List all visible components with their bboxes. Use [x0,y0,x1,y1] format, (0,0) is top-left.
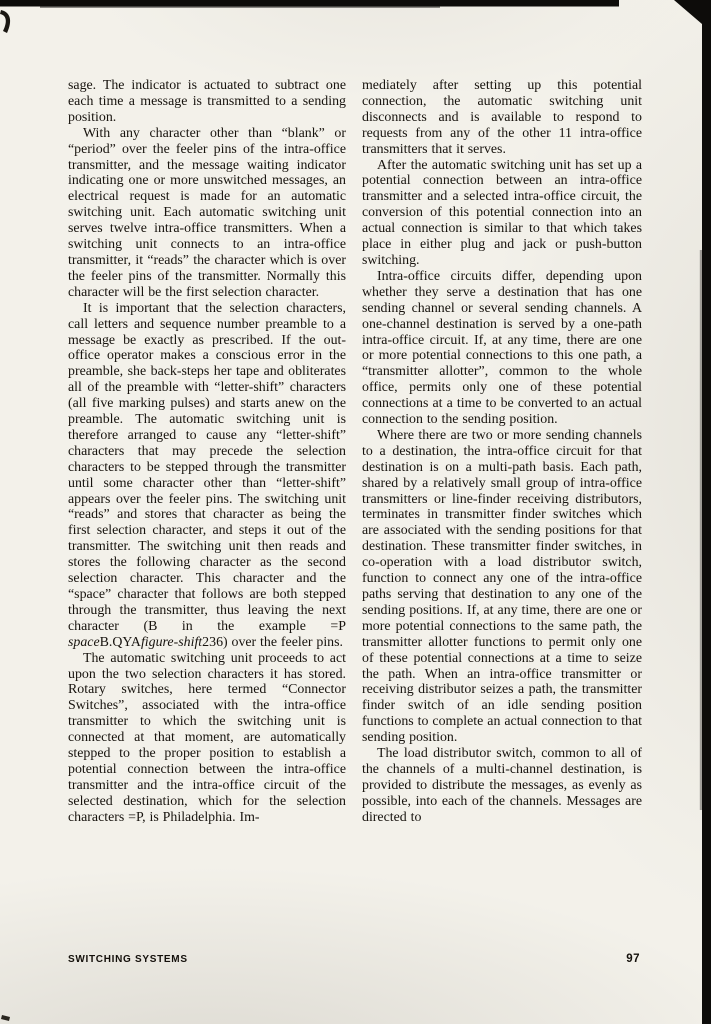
ink-speck [1,1015,10,1021]
scan-edge-right [702,0,711,1024]
text-column-left [68,78,346,950]
scan-edge-top-right-wedge [674,0,711,28]
paragraph: Intra-office circuits differ, depending upon whether they serve a destination that has one sending channel or several sending channels. A one-channel destination is served by a one-path intra-office circuit. If, at any time, there are one or more potential connections to this one path, a “transmitter allotter”, common to the whole office, permits only one of these potential connections at a time to be converted to an actual connection to the sending position. [362,268,642,428]
paragraph: Where there are two or more sending channels to a destination, the intra-office circuit for that destination is on a multi-path basis. Each path, shared by a relatively small group of intra-office transmitters or line-finder receiving distributors, terminates in transmitter finder switches which are associated with the sending positions for that destination. These transmitter finder switches, in co-operation with a load distributor switch, function to connect any one of the intra-office paths serving that destination to any one of the sending positions. If, at any time, there are one or more potential connections to the same path, the transmitter allotter functions to permit only one of these potential connections at a time to seize the path. When an intra-office transmitter or receiving distributor seizes a path, the transmitter finder switch of an idle sending position functions to complete an actual connection to that sending position. [362,427,642,746]
paragraph: It is important that the selection characters, call letters and sequence number preamble to a message be exactly as prescribed. If the out-office operator makes a conscious error in the preamble, she back-steps her tape and obliterates all of the preamble with “letter-shift” characters (all five marking pulses) and starts anew on the preamble. The automatic switching unit is therefore arranged to cause any “letter-shift” characters that may precede the selection characters to be stepped through the transmitter until some character other than “letter-shift” appears over the feeler pins. The switching unit “reads” and stores that character as being the first selection character, and steps it out of the transmitter. The switching unit then reads and stores the following character as the second selection character. This character and the “space” character that follows are both stepped through the transmitter, thus leaving the next character (B in the example =P spaceB.QYAfigure-shift236) over the feeler pins. [68,300,346,650]
page-footer [68,953,640,965]
article-body [68,78,642,950]
text-column-right [362,78,642,950]
paragraph: After the automatic switching unit has set up a potential connection between an intra-office transmitter and a selected intra-office circuit, the conversion of this potential connection into an actual connection is similar to that which takes place in either plug and jack or push-button switching. [362,157,642,268]
paragraph: The automatic switching unit proceeds to act upon the two selection characters it has stored. Rotary switches, here termed “Connector Switches”, associated with the intra-office transmitter to which the switching unit is connected at that moment, are automatically stepped to the proper position to establish a potential connection between the intra-office transmitter and the intra-office circuit of the selected destination, which for the selection characters =P, is Philadelphia. Im- [68,650,346,825]
paragraph: With any character other than “blank” or “period” over the feeler pins of the intra-office transmitter, and the message waiting indicator indicating one or more unswitched messages, an electrical request is made for an automatic switching unit. Each automatic switching unit serves twelve intra-office transmitters. When a switching unit connects to an intra-office transmitter, it “reads” the character which is over the feeler pins of the transmitter. Normally this character will be the first selection character. [68,125,346,300]
scan-edge-top-fringe [40,7,440,8]
running-title: SWITCHING SYSTEMS [68,954,188,965]
paragraph: sage. The indicator is actuated to subtract one each time a message is transmitted to a sending position. [68,78,346,125]
scan-edge-right-fringe [700,250,702,810]
page-number: 97 [626,953,640,965]
scan-edge-top [0,0,619,7]
page-curl-mark [0,10,10,33]
paragraph: mediately after setting up this potential connection, the automatic switching unit disconnects and is available to respond to requests from any of the other 11 intra-office transmitters that it serves. [362,78,642,157]
paragraph: The load distributor switch, common to all of the channels of a multi-channel destination, is provided to distribute the messages, as evenly as possible, into each of the channels. Messages are directed to [362,746,642,825]
